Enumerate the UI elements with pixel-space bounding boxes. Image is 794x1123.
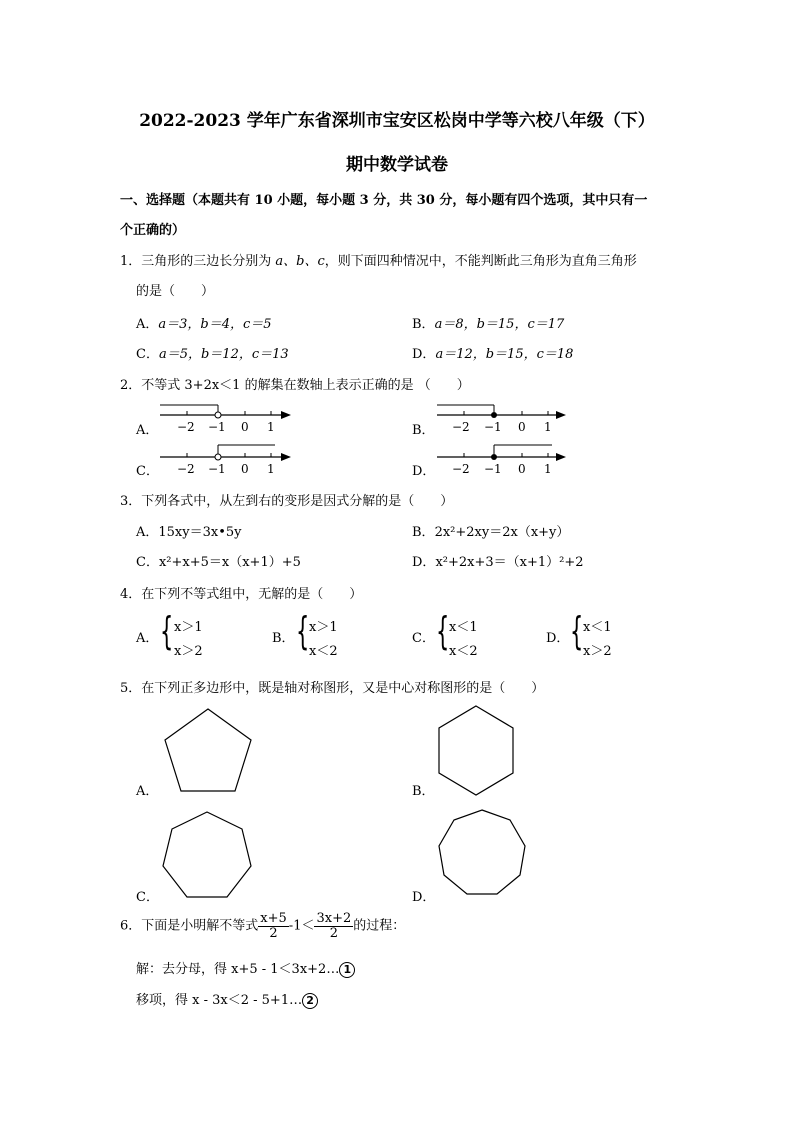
q4-option-b-label: B． [272, 631, 295, 646]
question-4-stem: 4．在下列不等式组中，无解的是（ ） [120, 587, 363, 602]
q1-option-d: D．a＝12，b＝15，c＝18 [412, 347, 574, 362]
tick-label: −1 [208, 462, 226, 476]
fraction: $\frac{3x+2}{2}$ [316, 911, 352, 941]
q4-option-c-label: C． [412, 631, 435, 646]
question-6-stem: 6．下面是小明解不等式 $\frac{x+5}{2}$ -1＜ $\frac{3x+2}{2}$ 的过程： [120, 911, 406, 941]
q1-option-b: B．a＝8，b＝15，c＝17 [412, 317, 565, 332]
q5-option-b-label: B． [412, 784, 435, 799]
q2-number-line-a [155, 398, 295, 438]
section-heading: 一、选择题（本题共有 10 小题，每小题 3 分，共 30 分，每小题有四个选项，其中只有一 [120, 193, 648, 208]
q2-option-a-label: A． [136, 423, 159, 438]
tick-label: −2 [177, 420, 195, 434]
q3-option-b: B．2x²+2xy＝2x（x+y） [412, 525, 570, 540]
q6-step-2: 移项，得 x - 3x＜2 - 5+1… 2 [136, 989, 318, 1009]
q3-option-a: A．15xy＝3x•5y [136, 525, 242, 540]
circled-number-icon: 1 [339, 962, 355, 978]
q4-d-top: x＜1 [583, 620, 612, 635]
circled-number-icon: 2 [302, 993, 318, 1009]
q4-c-bottom: x＜2 [449, 644, 478, 659]
question-3-stem: 3．下列各式中，从左到右的变形是因式分解的是（ ） [120, 494, 454, 509]
tick-label: 0 [241, 420, 249, 434]
section-heading-cont: 个正确的） [120, 223, 186, 238]
q2-option-c-label: C． [136, 464, 159, 479]
tick-label: −2 [177, 462, 195, 476]
brace-icon: { [160, 609, 174, 653]
exam-title-line1: 2022-2023 学年广东省深圳市宝安区松岗中学等六校八年级（下） [139, 111, 655, 131]
q4-option-d-label: D． [546, 631, 570, 646]
q2-number-line-b [432, 398, 572, 438]
q4-option-a-label: A． [136, 631, 159, 646]
tick-label: −1 [484, 462, 502, 476]
question-2-stem: 2．不等式 3+2x＜1 的解集在数轴上表示正确的是 （ ） [120, 378, 470, 393]
q2-number-line-c [155, 440, 295, 480]
tick-label: −2 [452, 462, 470, 476]
q4-a-bottom: x＞2 [174, 644, 203, 659]
question-5-stem: 5．在下列正多边形中，既是轴对称图形，又是中心对称图形的是（ ） [120, 681, 545, 696]
tick-label: 0 [241, 462, 249, 476]
q4-b-bottom: x＜2 [309, 644, 338, 659]
tick-label: −1 [484, 420, 502, 434]
tick-label: −1 [208, 420, 226, 434]
heptagon-figure [158, 809, 256, 905]
question-1-stem: 1．三角形的三边长分别为 a、b、c，则下面四种情况中，不能判断此三角形为直角三角形 [120, 254, 637, 269]
q6-step-1: 解：去分母，得 x+5 - 1＜3x+2… 1 [136, 958, 355, 978]
brace-icon: { [570, 609, 584, 653]
q4-a-top: x＞1 [174, 620, 203, 635]
q3-option-d: D．x²+2x+3＝（x+1）²+2 [412, 555, 584, 570]
q2-number-line-d [432, 440, 572, 480]
q5-option-a-label: A． [136, 784, 159, 799]
tick-label: 1 [267, 462, 275, 476]
q5-option-c-label: C． [136, 890, 159, 905]
q2-option-b-label: B． [412, 423, 435, 438]
exam-title-line2: 期中数学试卷 [346, 155, 448, 175]
q4-b-top: x＞1 [309, 620, 338, 635]
q4-d-bottom: x＞2 [583, 644, 612, 659]
q2-option-d-label: D． [412, 464, 436, 479]
brace-icon: { [296, 609, 310, 653]
tick-label: 1 [544, 420, 552, 434]
q4-c-top: x＜1 [449, 620, 478, 635]
tick-label: 0 [518, 462, 526, 476]
q5-option-d-label: D． [412, 890, 436, 905]
pentagon-figure [160, 705, 256, 797]
hexagon-figure [434, 703, 518, 799]
q1-option-a: A．a＝3，b＝4，c＝5 [136, 317, 272, 332]
q1-option-c: C．a＝5，b＝12，c＝13 [136, 347, 289, 362]
fraction: $\frac{x+5}{2}$ [260, 911, 287, 941]
tick-label: 1 [267, 420, 275, 434]
tick-label: 1 [544, 462, 552, 476]
tick-label: −2 [452, 420, 470, 434]
q3-option-c: C．x²+x+5＝x（x+1）+5 [136, 555, 301, 570]
brace-icon: { [436, 609, 450, 653]
nonagon-figure [434, 807, 530, 903]
tick-label: 0 [518, 420, 526, 434]
question-1-stem-cont: 的是（ ） [136, 284, 215, 299]
